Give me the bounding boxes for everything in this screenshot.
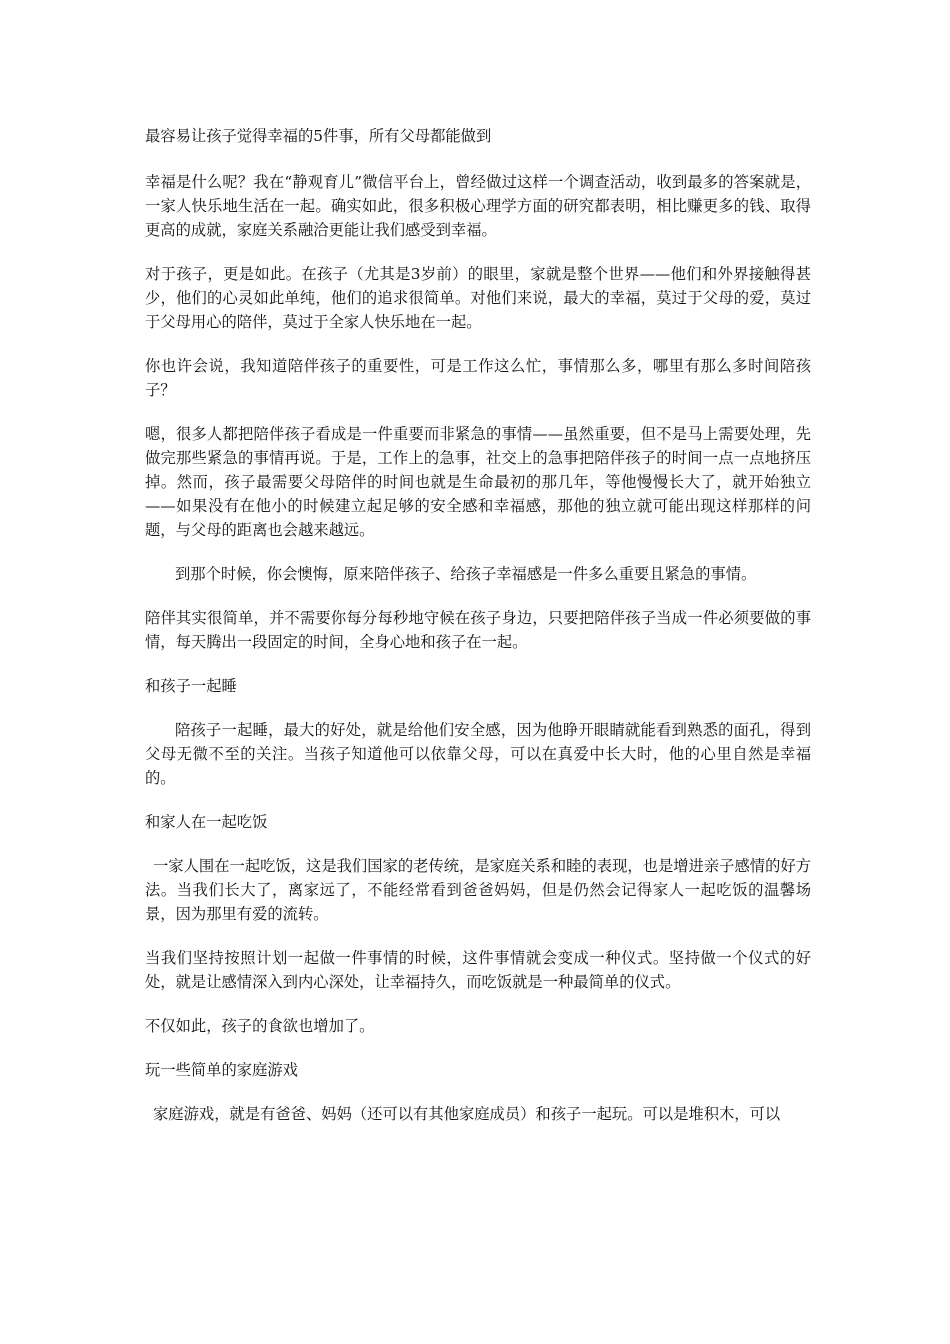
paragraph-dinner: 一家人围在一起吃饭，这是我们国家的老传统，是家庭关系和睦的表现，也是增进亲子感情的好方法。当我们长大了，离家远了，不能经常看到爸爸妈妈，但是仍然会记得家人一起吃饭的温馨场景，因为那里有爱的流转。 <box>145 857 811 923</box>
paragraph-busy: 你也许会说，我知道陪伴孩子的重要性，可是工作这么忙，事情那么多，哪里有那么多时间陪孩子？ <box>145 357 811 399</box>
paragraph-regret: 到那个时候，你会懊悔，原来陪伴孩子、给孩子幸福感是一件多么重要且紧急的事情。 <box>175 565 757 583</box>
paragraph-games: 家庭游戏，就是有爸爸、妈妈（还可以有其他家庭成员）和孩子一起玩。可以是堆积木，可以 <box>153 1105 781 1123</box>
paragraph-urgent: 嗯，很多人都把陪伴孩子看成是一件重要而非紧急的事情——虽然重要，但不是马上需要处理，先做完那些紧急的事情再说。于是，工作上的急事，社交上的急事把陪伴孩子的时间一点一点地挤压掉。然而，孩子最需要父母陪伴的时间也就是生命最初的那几年，等他慢慢长大了，就开始独立——如果没有在他小的时候建立起足够的安全感和幸福感，那他的独立就可能出现这样那样的问题，与父母的距离也会越来越远。 <box>145 425 811 539</box>
paragraph-appetite: 不仅如此，孩子的食欲也增加了。 <box>145 1017 375 1035</box>
paragraph-simple: 陪伴其实很简单，并不需要你每分每秒地守候在孩子身边，只要把陪伴孩子当成一件必须要做的事情，每天腾出一段固定的时间，全身心地和孩子在一起。 <box>145 609 811 651</box>
section-heading-sleep: 和孩子一起睡 <box>145 677 237 695</box>
section-heading-games: 玩一些简单的家庭游戏 <box>145 1061 298 1079</box>
paragraph-children: 对于孩子，更是如此。在孩子（尤其是3岁前）的眼里，家就是整个世界——他们和外界接触得甚少，他们的心灵如此单纯，他们的追求很简单。对他们来说，最大的幸福，莫过于父母的爱，莫过于父母用心的陪伴，莫过于全家人快乐地在一起。 <box>145 265 811 331</box>
section-heading-dinner: 和家人在一起吃饭 <box>145 813 268 831</box>
paragraph-intro: 幸福是什么呢？我在“静观育儿”微信平台上，曾经做过这样一个调查活动，收到最多的答案就是，一家人快乐地生活在一起。确实如此，很多积极心理学方面的研究都表明，相比赚更多的钱、取得更高的成就，家庭关系融洽更能让我们感受到幸福。 <box>145 173 811 239</box>
document-body <box>145 124 811 1146</box>
paragraph-sleep: 陪孩子一起睡，最大的好处，就是给他们安全感，因为他睁开眼睛就能看到熟悉的面孔，得到父母无微不至的关注。当孩子知道他可以依靠父母，可以在真爱中长大时，他的心里自然是幸福的。 <box>145 721 811 787</box>
document-title: 最容易让孩子觉得幸福的5件事，所有父母都能做到 <box>145 127 492 145</box>
paragraph-ritual: 当我们坚持按照计划一起做一件事情的时候，这件事情就会变成一种仪式。坚持做一个仪式的好处，就是让感情深入到内心深处，让幸福持久，而吃饭就是一种最简单的仪式。 <box>145 949 811 991</box>
